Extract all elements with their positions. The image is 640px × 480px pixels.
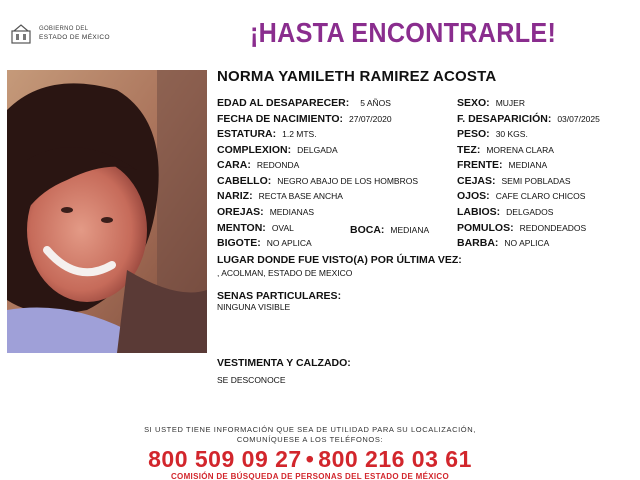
- logo-text-line2: ESTADO DE MÉXICO: [39, 34, 110, 41]
- phone-numbers: [0, 446, 620, 473]
- field-cabello: [217, 173, 418, 188]
- field-barba: [457, 235, 549, 250]
- field-label: FECHA DE NACIMIENTO:: [217, 113, 343, 125]
- field-label: MENTON:: [217, 222, 266, 234]
- field-label: OJOS:: [457, 190, 490, 202]
- field-value: 5 AÑOS: [360, 98, 391, 108]
- field-value: MORENA CLARA: [486, 145, 554, 155]
- field-label: CARA:: [217, 159, 251, 171]
- field-label: CEJAS:: [457, 175, 496, 187]
- field-value: REDONDA: [256, 160, 300, 170]
- field-value: OVAL: [271, 223, 294, 233]
- last-seen-value: , ACOLMAN, ESTADO DE MEXICO: [217, 268, 353, 278]
- field-label: OREJAS:: [217, 206, 264, 218]
- field-label: LABIOS:: [457, 206, 501, 218]
- field-value: NO APLICA: [504, 238, 550, 248]
- field-boca: [350, 222, 429, 237]
- field-label: COMPLEXION:: [217, 144, 292, 156]
- distinguishing-marks-value: NINGUNA VISIBLE: [217, 302, 291, 312]
- field-desaparicion: [457, 111, 600, 126]
- person-name: NORMA YAMILETH RAMIREZ ACOSTA: [217, 68, 497, 85]
- field-sexo: [457, 95, 525, 110]
- field-nacimiento: [217, 111, 392, 126]
- field-value: RECTA BASE ANCHA: [258, 191, 343, 201]
- field-edad: [217, 95, 391, 110]
- field-value: SEMI POBLADAS: [501, 176, 571, 186]
- field-value: MEDIANA: [508, 160, 548, 170]
- field-value: MEDIANA: [390, 225, 430, 235]
- field-label: POMULOS:: [457, 222, 514, 234]
- field-tez: [457, 142, 554, 157]
- headline: ¡HASTA ENCONTRARLE!: [250, 17, 557, 48]
- field-value: NEGRO ABAJO DE LOS HOMBROS: [277, 176, 419, 186]
- phone-separator: •: [305, 446, 315, 472]
- field-label: BIGOTE:: [217, 237, 261, 249]
- field-cejas: [457, 173, 570, 188]
- field-label: ESTATURA:: [217, 128, 277, 140]
- field-nariz: [217, 188, 343, 203]
- phone-number-1[interactable]: 800 509 09 27: [148, 446, 302, 472]
- field-label: EDAD AL DESAPARECER:: [217, 97, 350, 109]
- info-line-1: SI USTED TIENE INFORMACIÓN QUE SEA DE UTILIDAD PARA SU LOCALIZACIÓN,: [144, 425, 476, 434]
- field-label: TEZ:: [457, 144, 481, 156]
- distinguishing-marks-label: SENAS PARTICULARES:: [217, 290, 342, 302]
- field-bigote: [217, 235, 312, 250]
- field-label: PESO:: [457, 128, 490, 140]
- field-complexion: [217, 142, 338, 157]
- field-label: BARBA:: [457, 237, 499, 249]
- field-ojos: [457, 188, 585, 203]
- field-value: MUJER: [495, 98, 525, 108]
- government-logo: [10, 23, 125, 45]
- commission-name: COMISIÓN DE BÚSQUEDA DE PERSONAS DEL ESTADO DE MÉXICO: [170, 472, 449, 480]
- field-menton: [217, 220, 294, 235]
- clothing-value: SE DESCONOCE: [217, 375, 286, 385]
- state-emblem-icon: [10, 23, 32, 45]
- field-cara: [217, 157, 299, 172]
- missing-person-photo: [7, 70, 207, 353]
- field-value: REDONDEADOS: [519, 223, 587, 233]
- field-label: FRENTE:: [457, 159, 503, 171]
- field-value: 27/07/2020: [349, 114, 392, 124]
- field-value: NO APLICA: [266, 238, 312, 248]
- field-value: 1.2 MTS.: [282, 129, 317, 139]
- field-value: 03/07/2025: [557, 114, 600, 124]
- field-estatura: [217, 126, 317, 141]
- field-label: NARIZ:: [217, 190, 253, 202]
- logo-text-line1: GOBIERNO DEL: [39, 26, 89, 32]
- field-value: DELGADA: [297, 145, 338, 155]
- field-value: CAFE CLARO CHICOS: [495, 191, 586, 201]
- field-orejas: [217, 204, 314, 219]
- phone-number-2[interactable]: 800 216 03 61: [318, 446, 472, 472]
- clothing-label: VESTIMENTA Y CALZADO:: [217, 357, 351, 369]
- field-value: DELGADOS: [506, 207, 554, 217]
- field-pomulos: [457, 220, 586, 235]
- field-label: SEXO:: [457, 97, 490, 109]
- field-labios: [457, 204, 553, 219]
- info-line-2: COMUNÍQUESE A LOS TELÉFONOS:: [236, 435, 384, 444]
- last-seen-label: LUGAR DONDE FUE VISTO(A) POR ÚLTIMA VEZ:: [217, 254, 462, 266]
- field-label: F. DESAPARICIÓN:: [457, 113, 552, 125]
- field-label: BOCA:: [350, 224, 385, 236]
- field-label: CABELLO:: [217, 175, 272, 187]
- field-value: MEDIANAS: [269, 207, 315, 217]
- field-frente: [457, 157, 547, 172]
- field-value: 30 KGS.: [495, 129, 528, 139]
- field-peso: [457, 126, 528, 141]
